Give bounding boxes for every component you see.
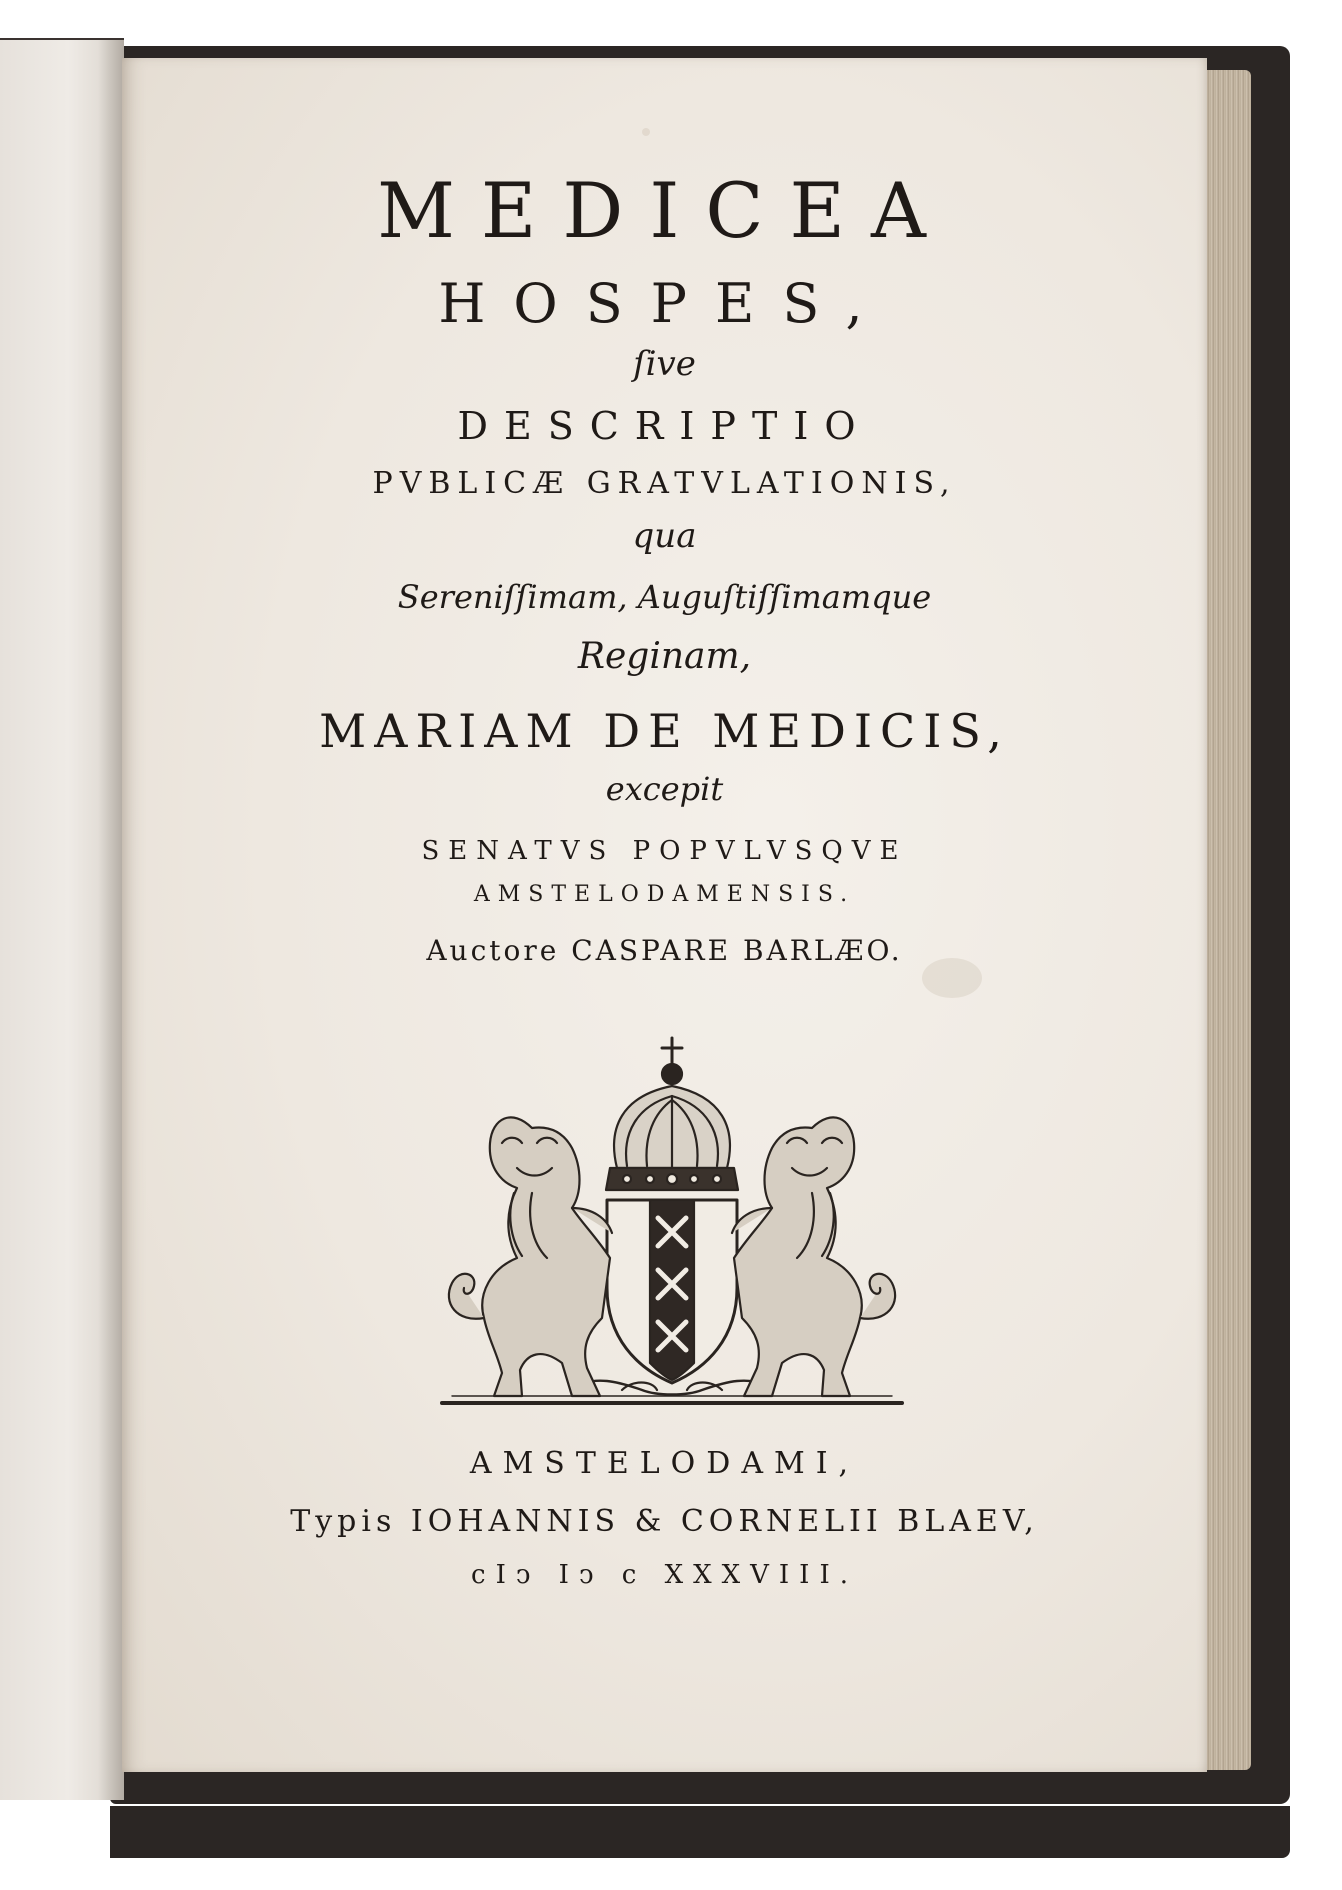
title-line-reginam: Reginam, [577,636,752,677]
imprint-printer: Typis IOHANNIS & CORNELII BLAEV, [290,1504,1039,1539]
foxing-spot [642,128,650,136]
title-line-qua: qua [632,516,697,556]
title-line-descriptio: DESCRIPTIO [457,404,872,448]
left-page [0,38,124,1800]
title-line-amstelodamensis: AMSTELODAMENSIS. [473,882,856,907]
cover-bottom-edge [110,1806,1290,1858]
crown-icon [606,1038,738,1190]
coat-of-arms-icon [422,1018,922,1438]
right-lion-icon [732,1117,895,1396]
left-lion-icon [449,1117,612,1396]
spine-shadow [98,40,124,1800]
title-line-serenissimam: Sereniſſimam, Auguſtiſſimamque [397,578,932,616]
title-page [122,58,1207,1772]
title-line-mariam: MARIAM DE MEDICIS, [319,704,1010,758]
imprint-date: cIↄ Iↄ c XXXVIII. [471,1560,858,1590]
title-line-sive: ſive [633,344,696,384]
imprint-city: AMSTELODAMI, [469,1446,860,1481]
shield-icon [607,1200,737,1383]
title-line-excepit: excepit [605,770,724,808]
title-line-publicae: PVBLICÆ GRATVLATIONIS, [372,466,957,501]
title-line-senatus: SENATVS POPVLVSQVE [421,836,908,866]
author-line: Auctore CASPARE BARLÆO. [426,934,903,967]
title-line-hospes: HOSPES, [438,272,891,335]
title-line-medicea: MEDICEA [377,166,952,255]
